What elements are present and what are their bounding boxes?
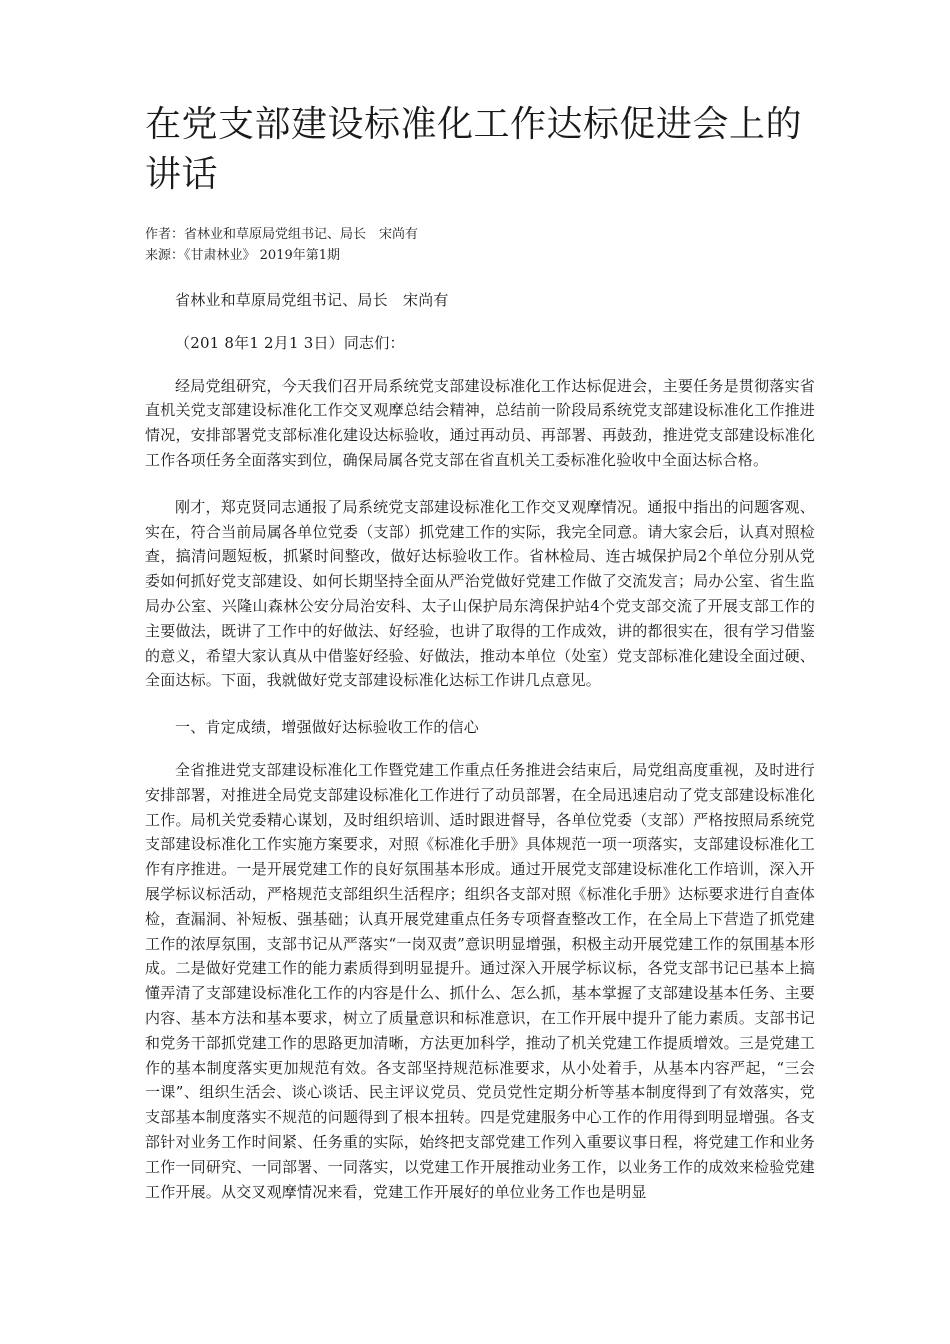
paragraph-1: 经局党组研究，今天我们召开局系统党支部建设标准化工作达标促进会，主要任务是贯彻落实省直机关党支部建设标准化工作交叉观摩总结会精神，总结前一阶段局系统党支部建设标准化工作推进情况，安排部署党支部标准化建设达标验收，通过再动员、再部署、再鼓劲，推进党支部建设标准化工作各项任务全面落实到位，确保局属各党支部在省直机关工委标准化验收中全面达标合格。 [145, 376, 815, 469]
source-line: 来源：《甘肃林业》 2019年第1期 [145, 248, 340, 263]
document-meta [145, 224, 815, 266]
date-greeting: （201 8年1 2月1 3日）同志们： [175, 333, 405, 352]
section-heading-1: 一、肯定成绩，增强做好达标验收工作的信心 [175, 718, 480, 737]
paragraph-2: 刚才，郑克贤同志通报了局系统党支部建设标准化工作交叉观摩情况。通报中指出的问题客观、实在，符合当前局属各单位党委（支部）抓党建工作的实际，我完全同意。请大家会后，认真对照检查，搞清问题短板，抓紧时间整改，做好达标验收工作。省林检局、连古城保护局2个单位分别从党委如何抓好党支部建设、如何长期坚持全面从严治党做好党建工作做了交流发言；局办公室、省生监局办公室、兴隆山森林公安分局治安科、太子山保护局东湾保护站4个党支部交流了开展支部工作的主要做法，既讲了工作中的好做法、好经验，也讲了取得的工作成效，讲的都很实在，很有学习借鉴的意义，希望大家认真从中借鉴好经验、好做法，推动本单位（处室）党支部标准化建设全面过硬、全面达标。下面，我就做好党支部建设标准化达标工作讲几点意见。 [145, 497, 815, 690]
speaker-line: 省林业和草原局党组书记、局长 宋尚有 [175, 291, 449, 309]
paragraph-3: 全省推进党支部建设标准化工作暨党建工作重点任务推进会结束后，局党组高度重视，及时进行安排部署，对推进全局党支部建设标准化工作进行了动员部署，在全局迅速启动了党支部建设标准化工作。局机关党委精心谋划，及时组织培训、适时跟进督导，各单位党委（支部）严格按照局系统党支部建设标准化工作实施方案要求，对照《标准化手册》具体规范一项一项落实，支部建设标准化工作有序推进。一是开展党建工作的良好氛围基本形成。通过开展党支部建设标准化工作培训，深入开展学标议标活动，严格规范支部组织生活程序；组织各支部对照《标准化手册》达标要求进行自查体检，查漏洞、补短板、强基础；认真开展党建重点任务专项督查整改工作，在全局上下营造了抓党建工作的浓厚氛围，支部书记从严落实“一岗双责”意识明显增强，积极主动开展党建工作的氛围基本形成。二是做好党建工作的能力素质得到明显提升。通过深入开展学标议标，各党支部书记已基本上搞懂弄清了支部建设标准化工作的内容是什么、抓什么、怎么抓，基本掌握了支部建设基本任务、主要内容、基本方法和基本要求，树立了质量意识和标准意识，在工作开展中提升了能力素质。支部书记和党务干部抓党建工作的思路更加清晰，方法更加科学，推动了机关党建工作提质增效。三是党建工作的基本制度落实更加规范有效。各支部坚持规范标准要求，从小处着手，从基本内容严起，“三会一课”、组织生活会、谈心谈话、民主评议党员、党员党性定期分析等基本制度得到了有效落实，党支部基本制度落实不规范的问题得到了根本扭转。四是党建服务中心工作的作用得到明显增强。各支部针对业务工作时间紧、任务重的实际，始终把支部党建工作列入重要议事日程，将党建工作和业务工作一同研究、一同部署、一同落实，以党建工作开展推动业务工作，以业务工作的成效来检验党建工作开展。从交叉观摩情况来看，党建工作开展好的单位业务工作也是明显 [145, 760, 815, 1201]
document-title: 在党支部建设标准化工作达标促进会上的讲话 [145, 104, 803, 195]
document-page [145, 100, 815, 1226]
author-line: 作者：省林业和草原局党组书记、局长 宋尚有 [145, 227, 419, 242]
